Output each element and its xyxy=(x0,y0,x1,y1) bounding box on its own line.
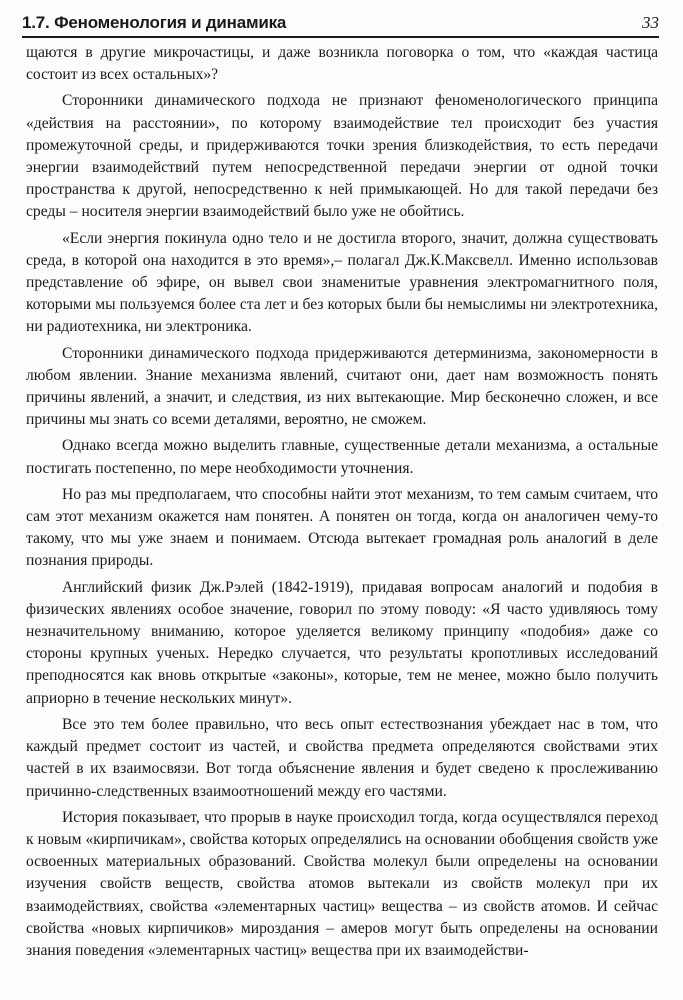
section-title: 1.7. Феноменология и динамика xyxy=(22,13,287,32)
paragraph: История показывает, что прорыв в науке происходил тогда, когда осуществлялся переход к новым «кирпичикам», свойства которых определялись на основании обобщения свойств уже освоенных материальных образований. Свойства молекул были определены на основании изучения свойств веществ, свойства атомов вытекали из свойств молекул при их взаимодействиях, свойства «элементарных частиц» вещества – из свойств атомов. И сейчас свойства «новых кирпичиков» мироздания – амеров могут быть определены на основании знания поведения «элементарных частиц» вещества при их взаимодействи- xyxy=(26,808,658,959)
running-header xyxy=(22,12,659,38)
paragraph: Сторонники динамического подхода не признают феноменологического принципа «действия на расстоянии», по которому взаимодействие тел происходит без участия промежуточной среды, и придерживаются точки зрения близкодействия, то есть передачи энергии взаимодействий путем непосредственной передачи энергии от одной точки пространства к другой, непосредственно к ней примыкающей. Но для такой передачи без среды – носителя энергии взаимодействий было уже не обойтись. xyxy=(26,92,658,221)
paragraph: Английский физик Дж.Рэлей (1842-1919), придавая вопросам аналогий и подобия в физических явлениях особое значение, говорил по этому поводу: «Я часто удивляюсь тому незначительному вниманию, которое уделяется великому принципу «подобия» даже со стороны крупных ученых. Нередко случается, что результаты кропотливых исследований преподносятся как вновь открытые «законы», которые, тем не менее, можно было получить априорно в течение нескольких минут». xyxy=(26,578,658,707)
paragraph-continuation: щаются в другие микрочастицы, и даже возникла поговорка о том, что «каждая частица состоит из всех остальных»? xyxy=(26,44,658,84)
paragraph: Сторонники динамического подхода придерживаются детерминизма, закономерности в любом явлении. Знание механизма явлений, считают они, дает нам возможность понять причины явлений, а значит, и следствия, из них вытекающие. Мир бесконечно сложен, и все причины мы знать со всеми деталями, вероятно, не сможем. xyxy=(26,344,658,429)
body-text xyxy=(26,42,658,966)
paragraph: Однако всегда можно выделить главные, существенные детали механизма, а остальные постигать постепенно, по мере необходимости уточнения. xyxy=(26,437,658,477)
paragraph: Но раз мы предполагаем, что способны найти этот механизм, то тем самым считаем, что сам этот механизм окажется нам понятен. А понятен он тогда, когда он аналогичен чему-то такому, что мы уже знаем и понимаем. Отсюда вытекает громадная роль аналогий в деле познания природы. xyxy=(26,485,658,570)
paragraph: Все это тем более правильно, что весь опыт естествознания убеждает нас в том, что каждый предмет состоит из частей, и свойства предмета определяются свойствами этих частей в их взаимосвязи. Вот тогда объяснение явления и будет сведено к прослеживанию причинно-следственных взаимоотношений между его частями. xyxy=(26,715,658,800)
paragraph: «Если энергия покинула одно тело и не достигла второго, значит, должна существовать среда, в которой она находится в это время»,– полагал Дж.К.Максвелл. Именно использовав представление об эфире, он вывел свои знаменитые уравнения электромагнитного поля, которыми мы пользуемся более ста лет и без которых были бы немыслимы ни электротехника, ни радиотехника, ни электроника. xyxy=(26,229,658,336)
page-number: 33 xyxy=(642,13,659,32)
